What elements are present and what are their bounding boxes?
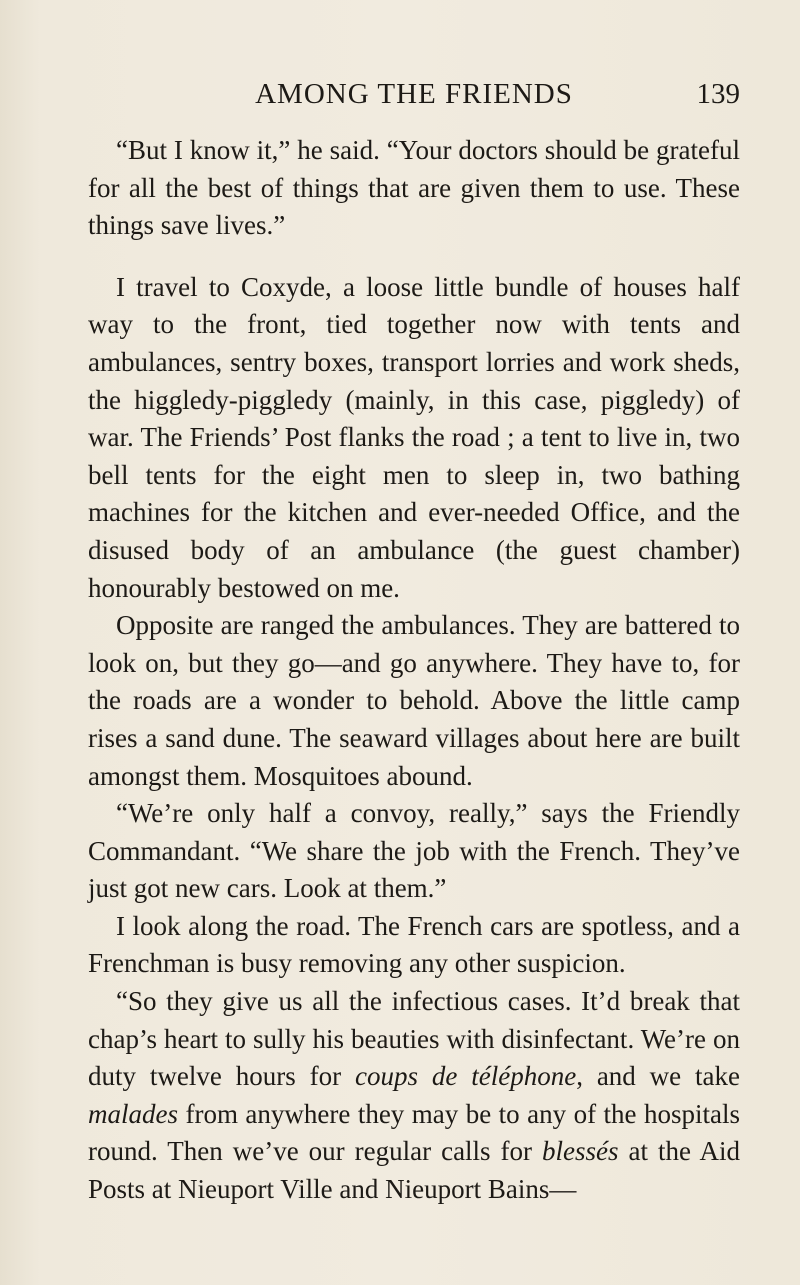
italic-coups-de-telephone: coups de téléphone xyxy=(354,1061,577,1092)
running-head xyxy=(88,74,740,114)
body-text xyxy=(88,132,740,1209)
paragraph-3: Opposite are ranged the ambulances. They are battered to look on, but they go—and go anywhere. They have to, for the roads are a wonder to behold. Above the little camp rises a sand dune. The seaward villages about here are built amongst them. Mosquitoes abound. xyxy=(88,610,740,791)
running-title: AMONG THE FRIENDS xyxy=(255,78,573,110)
paragraph-6-text-c: from anywhere they may be to any of the hospitals round. Then we’ve our regular calls for xyxy=(88,1098,740,1167)
paragraph-6 xyxy=(88,983,740,1209)
paragraph-4: “We’re only half a convoy, really,” says the Friendly Commandant. “We share the job with the French. They’ve just got new cars. Look at them.” xyxy=(88,798,740,904)
paragraph-6-text-d: at the Aid Posts at Nieuport Ville and Nieuport Bains— xyxy=(88,1136,741,1205)
paragraph-6-text-b: , and we take xyxy=(576,1061,741,1092)
paragraph-2: I travel to Coxyde, a loose little bundle of houses half way to the front, tied together now with tents and ambulances, sentry boxes, transport lorries and work sheds, the higgledy-piggledy (mainly, in this case, piggledy) of war. The Friends’ Post flanks the road ; a tent to live in, two bell tents for the eight men to sleep in, two bathing machines for the kitchen and ever-needed Office, and the disused body of an ambulance (the guest chamber) honourably bestowed on me. xyxy=(88,271,740,603)
italic-blesses: blessés xyxy=(542,1136,619,1167)
italic-malades: malades xyxy=(88,1098,178,1129)
paragraph-1: “But I know it,” he said. “Your doctors should be grateful for all the best of things that are given them to use. These things save lives.” xyxy=(88,135,740,241)
page-number: 139 xyxy=(696,78,740,110)
paragraph-5: I look along the road. The French cars are spotless, and a Frenchman is busy removing any other suspicion. xyxy=(88,910,740,979)
paragraph-6-text-a: “So they give us all the infectious cases. It’d break that chap’s heart to sully his beauties with disinfectant. We’re on duty twelve hours for xyxy=(88,986,740,1092)
